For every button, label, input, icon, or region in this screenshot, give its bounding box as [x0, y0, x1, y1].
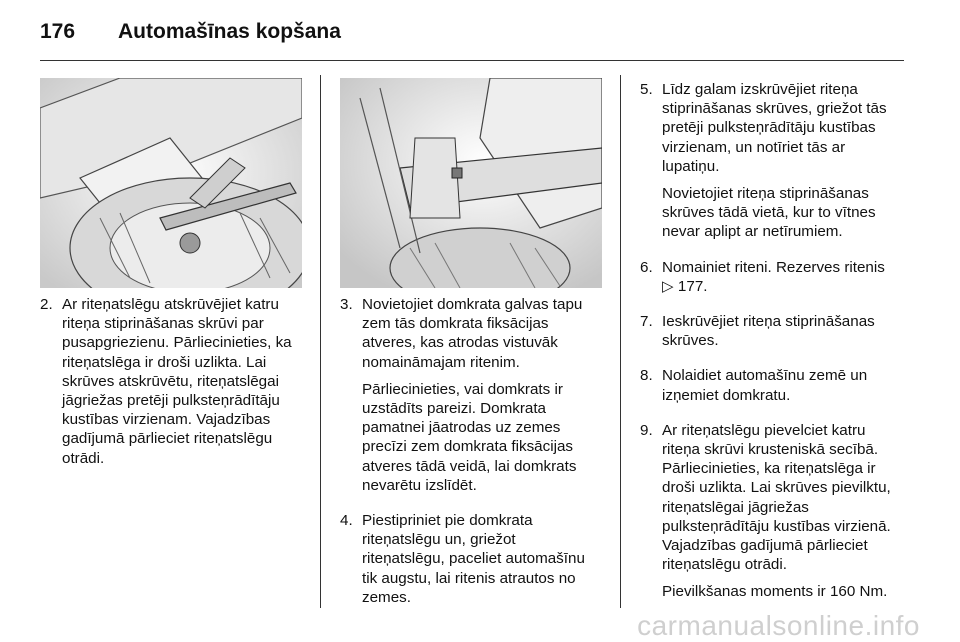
header-rule	[40, 60, 904, 61]
page-reference-icon[interactable]: ▷	[662, 277, 674, 295]
step-text: Līdz galam izskrūvējiet riteņa stiprināšanas skrūves, griežot tās pretēji pulksteņrādītāju kustības virzienam, un notīriet tās ar lupatiņu.	[662, 81, 887, 175]
step-note: Pārliecinieties, vai domkrats ir uzstādīts pareizi. Domkrata pamatnei jāatrodas uz zemes precīzi zem domkrata fiksācijas atveres tādā veidā, lai domkrats nevarētu izslīdēt.	[362, 380, 577, 494]
jack-drawing	[340, 78, 602, 288]
illustration-jack	[340, 78, 602, 288]
step-text: Novietojiet domkrata galvas tapu zem tās domkrata fiksācijas atveres, kas atrodas vistuvāk nomaināmajam ritenim.	[362, 296, 583, 371]
page-reference[interactable]: 177.	[677, 277, 708, 295]
step-8	[640, 366, 904, 412]
column-1	[40, 295, 310, 484]
step-number: 4.	[340, 512, 353, 530]
step-number: 9.	[640, 421, 653, 439]
page-title: Automašīnas kopšana	[118, 20, 341, 43]
step-text: Piestipriniet pie domkrata riteņatslēgu un, griežot riteņatslēgu, paceliet automašīnu tik augstu, lai ritenis atrautos no zemes.	[362, 512, 585, 606]
step-text: Ar riteņatslēgu pievelciet katru riteņa skrūvi krusteniskā secībā. Pārliecinieties, ka riteņatslēga ir droši uzlikta. Lai skrūves pievilktu, riteņatslēgai jāgriežas pulksteņrādītāju kustības virzienā. Vajadzības gadījumā pārlieciet riteņatslēgu otrādi.	[662, 421, 891, 574]
page-number: 176	[40, 20, 76, 43]
step-2	[40, 295, 310, 476]
column-3	[640, 80, 904, 618]
step-note: Pievilkšanas moments ir 160 Nm.	[662, 583, 888, 601]
step-number: 3.	[340, 296, 353, 313]
column-2	[340, 295, 602, 623]
step-text: Ar riteņatslēgu atskrūvējiet katru riteņa stiprināšanas skrūvi par pusapgriezienu. Pārliecinieties, ka riteņatslēga ir droši uzlikta. Lai skrūves atskrūvētu, riteņatslēgai jāgriežas pretēji pulksteņrādītāju kustības virzienam. Vajadzības gadījumā pārlieciet riteņatslēgu otrādi.	[62, 296, 292, 467]
step-number: 6.	[640, 258, 653, 276]
step-text	[662, 258, 904, 296]
step-number: 5.	[640, 81, 653, 98]
step-note: Novietojiet riteņa stiprināšanas skrūves tādā vietā, kur to vītnes nevar aplipt ar netīrumiem.	[662, 185, 876, 241]
step-number: 7.	[640, 313, 653, 331]
column-divider-2	[620, 75, 621, 608]
step-9	[640, 421, 904, 610]
wheel-wrench-drawing	[40, 78, 302, 288]
step-3	[340, 295, 602, 503]
step-text: Nolaidiet automašīnu zemē un izņemiet domkratu.	[662, 367, 868, 404]
column-divider-1	[320, 75, 321, 608]
watermark: carmanualsonline.info	[637, 610, 920, 641]
step-number: 8.	[640, 367, 653, 385]
illustration-wheel-wrench	[40, 78, 302, 288]
step-7	[640, 312, 904, 358]
step-6	[640, 258, 904, 304]
step-5	[640, 80, 904, 250]
step-text: Ieskrūvējiet riteņa stiprināšanas skrūves.	[662, 313, 875, 350]
step-number: 2.	[40, 296, 53, 313]
step-text-main: Nomainiet riteni. Rezerves ritenis	[662, 258, 885, 276]
page-header	[40, 14, 341, 50]
step-4	[340, 511, 602, 615]
